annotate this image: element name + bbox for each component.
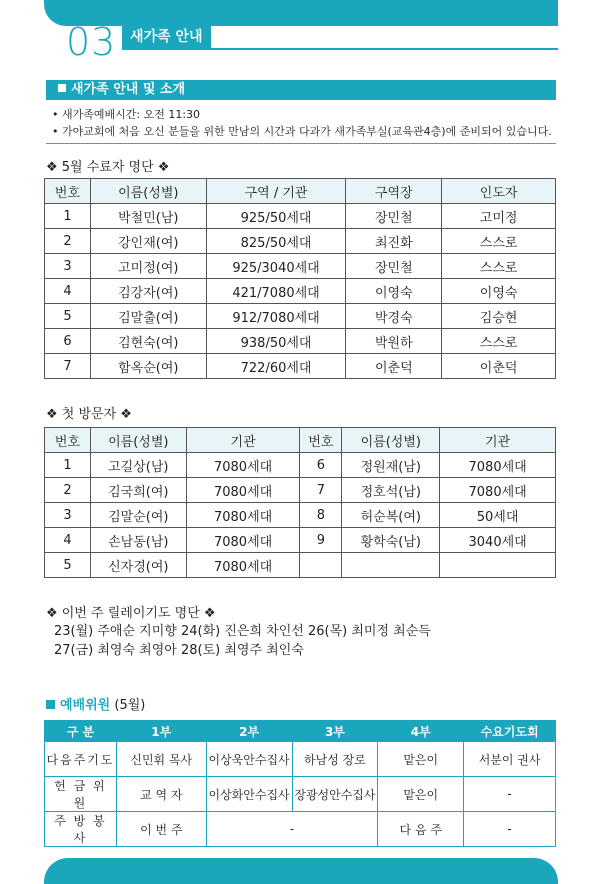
relay-list [54,622,431,660]
table-cell: 925/3040세대 [206,254,346,279]
table-cell: 이상욱안수집사 [206,742,292,777]
note-welcome: • 가야교회에 처음 오신 분들을 위한 만남의 시간과 다과가 새가족부실(교육관4층)에 준비되어 있습니다. [52,125,552,138]
table-cell: 김강자(여) [90,279,206,304]
table-cell: 손남동(남) [90,528,186,553]
table-cell [300,553,342,578]
relay-line-2: 27(금) 최영숙 최영아 28(토) 최영주 최인숙 [54,643,304,658]
table-cell: 1 [45,204,91,229]
table-cell: 정원재(남) [342,453,440,478]
table-cell: 3 [45,503,91,528]
table-cell: 고미정(여) [90,254,206,279]
table-cell: 825/50세대 [206,229,346,254]
table-cell: 강인재(여) [90,229,206,254]
worship-heading [46,694,145,713]
table-cell: 7 [45,354,91,379]
table-cell: 장민철 [346,204,442,229]
table-cell: 1 [45,453,91,478]
column-header: 4부 [378,721,464,742]
square-bullet-icon [58,84,66,92]
table-row [45,453,556,478]
table-cell: 9 [300,528,342,553]
note-service-time: • 새가족예배시간: 오전 11:30 [52,108,201,121]
column-header: 3부 [292,721,378,742]
table-cell: 김현숙(여) [90,329,206,354]
table-cell: 장민철 [346,254,442,279]
table-cell: 7080세대 [186,478,300,503]
table-cell: 7080세대 [186,553,300,578]
table-cell: 4 [45,279,91,304]
square-bullet-icon [46,700,55,709]
worship-title: 예배위원 [60,698,111,713]
table-cell: 7080세대 [440,453,556,478]
table-cell: 4 [45,528,91,553]
table-row [45,478,556,503]
graduates-table [44,178,556,379]
table-cell: 김말순(여) [90,503,186,528]
table-cell: 신자경(여) [90,553,186,578]
table-row [45,553,556,578]
table-cell: 박철민(남) [90,204,206,229]
table-cell: 스스로 [442,329,556,354]
table-cell: 5 [45,553,91,578]
table-cell: 912/7080세대 [206,304,346,329]
column-header: 기관 [186,428,300,453]
table-row [45,254,556,279]
table-cell: 7080세대 [186,528,300,553]
table-cell: 김승현 [442,304,556,329]
graduates-title: ❖ 5월 수료자 명단 ❖ [46,160,170,175]
column-header: 이름(성별) [342,428,440,453]
table-row [45,304,556,329]
table-cell: - [464,812,556,847]
table-cell: 421/7080세대 [206,279,346,304]
intro-heading-bar [46,80,556,100]
column-header: 1부 [116,721,206,742]
table-cell: 맡은이 [378,742,464,777]
table-cell: 허순복(여) [342,503,440,528]
table-row [45,329,556,354]
table-cell: 황학숙(남) [342,528,440,553]
table-cell: 정호석(남) [342,478,440,503]
table-cell: 다 음 주 [378,812,464,847]
column-header: 수요기도회 [464,721,556,742]
section-number: 03 [66,20,117,64]
column-header: 번호 [45,179,91,204]
table-cell: 고미정 [442,204,556,229]
table-row [45,503,556,528]
column-header: 번호 [45,428,91,453]
column-header: 구 분 [45,721,117,742]
table-cell: 교 역 자 [116,777,206,812]
table-cell: 김국희(여) [90,478,186,503]
divider [46,143,556,144]
table-cell: 7 [300,478,342,503]
row-label: 주 방 봉 사 [45,812,117,847]
table-row [45,777,556,812]
table-row [45,229,556,254]
column-header: 구역장 [346,179,442,204]
table-cell: 7080세대 [186,453,300,478]
table-cell: 박원하 [346,329,442,354]
intro-notes [52,106,552,140]
relay-title: ❖ 이번 주 릴레이기도 명단 ❖ [46,606,216,621]
table-cell: 최진화 [346,229,442,254]
column-header: 이름(성별) [90,179,206,204]
row-label: 다음주기도 [45,742,117,777]
table-cell: 김말출(여) [90,304,206,329]
relay-line-1: 23(월) 주애순 지미향 24(화) 진은희 차인선 26(목) 최미정 최순득 [54,624,431,639]
table-row [45,204,556,229]
table-cell: 7080세대 [440,478,556,503]
table-cell: - [464,777,556,812]
table-cell: 스스로 [442,254,556,279]
table-cell: 2 [45,478,91,503]
table-cell: 스스로 [442,229,556,254]
header-rule [122,48,558,50]
column-header: 2부 [206,721,292,742]
table-row [45,528,556,553]
table-cell: - [206,812,378,847]
table-row [45,812,556,847]
footer-band [44,858,558,884]
table-cell: 722/60세대 [206,354,346,379]
table-cell: 6 [300,453,342,478]
table-cell: 2 [45,229,91,254]
table-cell: 7080세대 [186,503,300,528]
row-label: 헌 금 위 원 [45,777,117,812]
column-header: 인도자 [442,179,556,204]
table-cell: 이상화안수집사 [206,777,292,812]
table-cell: 925/50세대 [206,204,346,229]
intro-heading: 새가족 안내 및 소개 [71,82,186,97]
table-cell: 50세대 [440,503,556,528]
table-cell: 8 [300,503,342,528]
table-cell: 하남성 장로 [292,742,378,777]
table-cell: 3 [45,254,91,279]
table-cell [440,553,556,578]
table-cell: 장광성안수집사 [292,777,378,812]
worship-month: (5월) [110,698,146,713]
visitors-table [44,427,556,578]
table-row [45,354,556,379]
table-cell: 5 [45,304,91,329]
table-cell: 3040세대 [440,528,556,553]
table-cell: 6 [45,329,91,354]
table-cell: 938/50세대 [206,329,346,354]
table-row [45,279,556,304]
column-header: 번호 [300,428,342,453]
table-cell: 함옥순(여) [90,354,206,379]
column-header: 이름(성별) [90,428,186,453]
table-row [45,742,556,777]
table-cell: 이영숙 [442,279,556,304]
section-title: 새가족 안내 [122,26,211,48]
table-cell: 박경숙 [346,304,442,329]
table-cell: 신민휘 목사 [116,742,206,777]
table-cell: 이춘덕 [346,354,442,379]
table-cell: 이영숙 [346,279,442,304]
worship-table [44,720,556,847]
column-header: 기관 [440,428,556,453]
header-band [44,0,558,26]
table-cell: 이춘덕 [442,354,556,379]
table-cell: 서분이 권사 [464,742,556,777]
table-cell [342,553,440,578]
table-cell: 맡은이 [378,777,464,812]
column-header: 구역 / 기관 [206,179,346,204]
table-cell: 고길상(남) [90,453,186,478]
table-cell: 이 번 주 [116,812,206,847]
visitors-title: ❖ 첫 방문자 ❖ [46,407,132,422]
